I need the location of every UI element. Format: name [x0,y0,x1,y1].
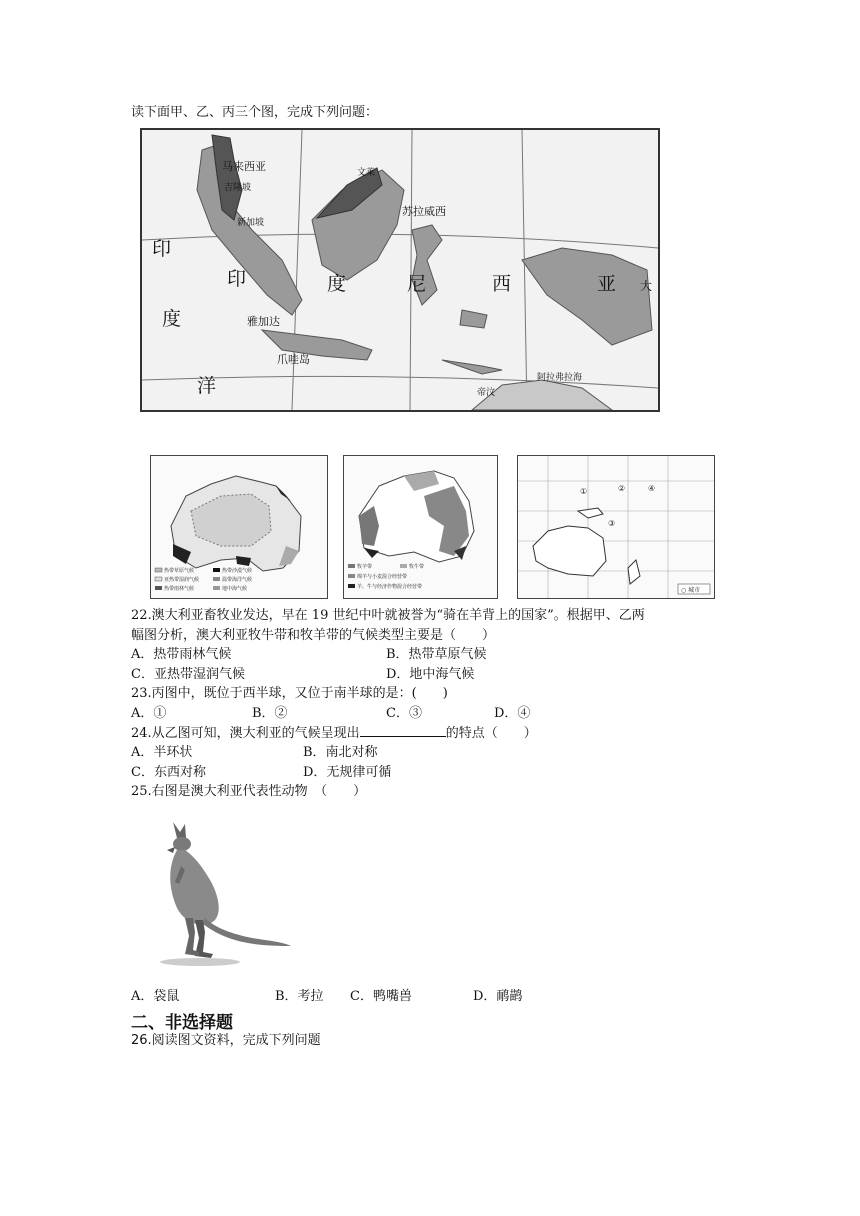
q23-option-d: D．④ [494,706,531,721]
intro-text: 读下面甲、乙、丙三个图，完成下列问题： [131,105,379,120]
svg-text:绵羊与小麦混合经营带: 绵羊与小麦混合经营带 [357,574,408,580]
q22-option-c: C．亚热带湿润气候 [131,667,245,682]
hemisphere-map-drawing [518,456,714,598]
q22-stem-line1: 22.澳大利亚畜牧业发达，早在 19 世纪中叶就被誉为“骑在羊背上的国家”。根据甲、乙两 [131,608,645,623]
svg-text:③: ③ [608,519,616,528]
map-label-java: 爪哇岛 [277,353,310,366]
map-yi-agriculture [343,455,498,599]
q24-option-d: D．无规律可循 [303,765,392,780]
q22-option-d: D．地中海气候 [386,667,475,682]
svg-text:度: 度 [327,273,347,295]
svg-text:亚热带湿润气候: 亚热带湿润气候 [164,577,200,583]
q22-option-a: A．热带雨林气候 [131,647,232,662]
map-label-arafura: 阿拉弗拉海 [537,373,583,383]
q25-option-a: A．袋鼠 [131,989,180,1004]
climate-map-drawing [151,456,327,598]
q22-option-b: B．热带草原气候 [386,647,487,662]
svg-text:度: 度 [162,308,182,330]
svg-text:地中海气候: 地中海气候 [222,586,248,592]
map-jia-climate [150,455,328,599]
svg-text:①: ① [580,487,588,496]
q25-option-b: B．考拉 [275,989,324,1004]
q24-blank [360,724,446,737]
q25-stem: 25.右图是澳大利亚代表性动物 （ ） [131,784,367,799]
map-label-jakarta: 雅加达 [247,315,280,328]
svg-text:亚: 亚 [597,273,617,295]
svg-text:印: 印 [227,268,247,290]
svg-text:羊、牛与经济作物混合经营带: 羊、牛与经济作物混合经营带 [357,584,423,590]
svg-text:温带海洋气候: 温带海洋气候 [222,577,253,583]
q23-stem: 23.丙图中，既位于西半球，又位于南半球的是：( ) [131,686,448,701]
map-label-brunei: 文莱 [357,168,376,178]
svg-text:热带沙漠气候: 热带沙漠气候 [222,568,253,574]
svg-text:热带草原气候: 热带草原气候 [164,568,195,574]
svg-text:牧羊带: 牧羊带 [357,564,373,570]
map-label-malaysia: 马来西亚 [222,160,266,173]
kangaroo-image [155,820,295,970]
q23-option-c: C．③ [386,706,422,721]
southeast-asia-map [140,128,660,412]
svg-text:④: ④ [648,484,656,493]
kangaroo-icon [155,820,295,970]
svg-text:牧牛带: 牧牛带 [409,564,425,570]
agriculture-map-drawing [344,456,497,598]
q26-stem: 26.阅读图文资料，完成下列问题 [131,1033,321,1048]
southeast-asia-map-drawing [142,130,658,410]
q24-option-c: C．东西对称 [131,765,206,780]
svg-text:印: 印 [152,238,172,260]
map-label-kualalumpur: 吉隆坡 [224,183,252,193]
svg-text:尼: 尼 [407,273,427,295]
svg-text:热带雨林气候: 热带雨林气候 [164,586,195,592]
q25-option-c: C．鸭嘴兽 [350,989,412,1004]
map-label-singapore: 新加坡 [237,218,265,228]
q23-option-b: B．② [252,706,288,721]
q24-stem [131,724,537,743]
q24-option-b: B．南北对称 [303,745,378,760]
svg-text:②: ② [618,484,626,493]
q24-stem-after: 的特点（ ） [445,726,537,741]
q23-option-a: A．① [131,706,167,721]
map-label-sulawesi: 苏拉威西 [402,205,446,218]
svg-text:大: 大 [640,279,653,293]
q24-option-a: A．半环状 [131,745,193,760]
q22-stem-line2: 幅图分析，澳大利亚牧牛带和牧羊带的气候类型主要是（ ） [131,628,496,643]
section2-title: 二、非选择题 [131,1013,233,1033]
svg-text:○ 城市: ○ 城市 [681,587,701,594]
q24-stem-before: 24.从乙图可知，澳大利亚的气候呈现出 [131,726,360,741]
q25-option-d: D．鸸鹋 [473,989,523,1004]
svg-text:洋: 洋 [197,375,217,397]
map-label-timor: 帝汶 [477,388,496,398]
svg-text:西: 西 [492,273,512,295]
map-bing-hemispheres [517,455,715,599]
